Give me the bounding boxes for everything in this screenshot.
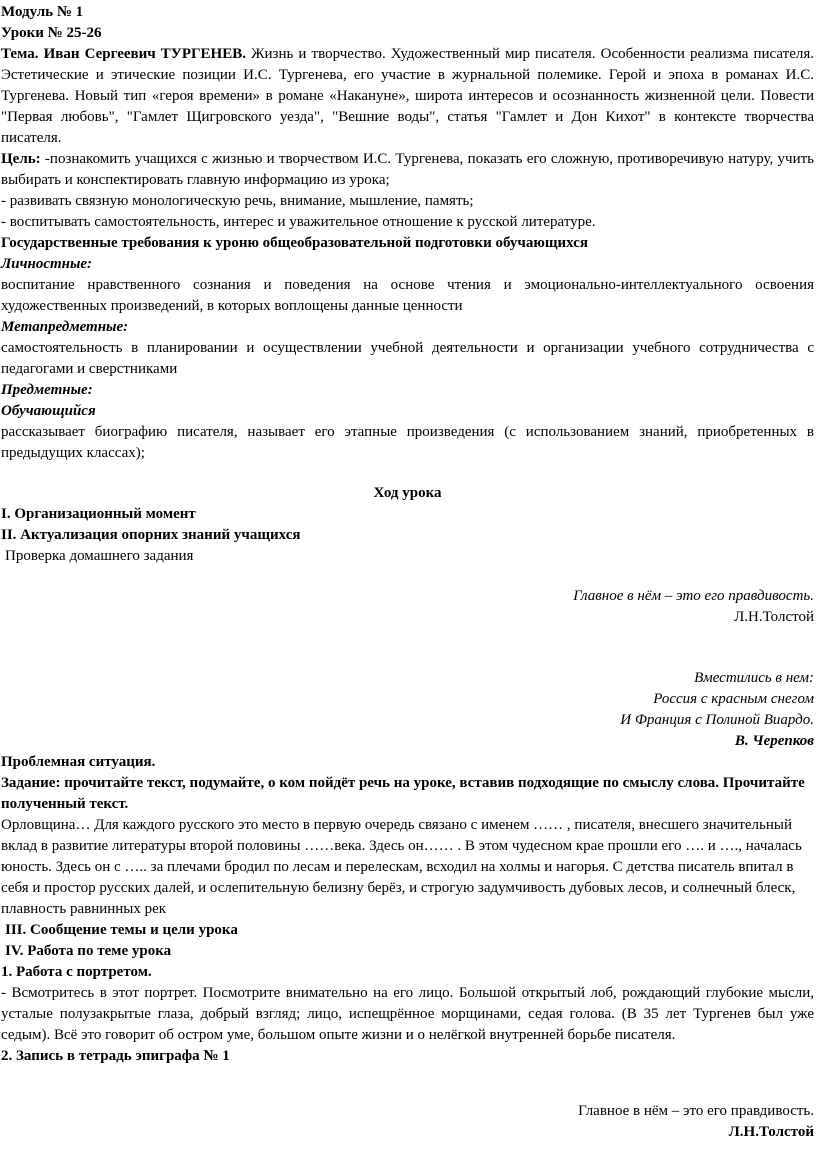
spacer xyxy=(1,567,814,586)
record-heading: 2. Запись в тетрадь эпиграфа № 1 xyxy=(1,1048,230,1064)
requirements-heading: Государственные требования к уроню общеобразовательной подготовки обучающихся xyxy=(1,235,588,251)
personal-text: воспитание нравственного сознания и поведения на основе чтения и эмоционально-интеллектуального освоения художественных произведений, в которых воплощены данные ценности xyxy=(1,277,814,314)
portrait-text: - Всмотритесь в этот портрет. Посмотрите внимательно на его лицо. Большой открытый лоб, рождающий глубокие мысли, усталые полузакрытые глаза, добрый взгляд; лицо, испещрённое морщинами, седая голова. (В 35 лет Тургенев был уже седым). Всё это говорит об остром уме, большом опыте жизни и о нелёгкой внутренней борьбе писателя. xyxy=(1,985,814,1043)
record-author: Л.Н.Толстой xyxy=(728,1124,814,1140)
meta-text: самостоятельность в планировании и осуществлении учебной деятельности и организации учебного сотрудничества с педагогами и сверстниками xyxy=(1,340,814,377)
subject-label: Предметные: xyxy=(1,382,93,398)
spacer xyxy=(1,464,814,483)
stage-2: II. Актуализация опорних знаний учащихся xyxy=(1,527,301,543)
goal-paragraph xyxy=(1,149,814,191)
epigraph-2-line-2: Россия с красным снегом xyxy=(653,691,814,707)
learner-text: рассказывает биографию писателя, называет его этапные произведения (с использованием знаний, приобретенных в предыдущих классах); xyxy=(1,424,814,461)
spacer xyxy=(1,628,814,668)
topic-author: Иван Сергеевич ТУРГЕНЕВ. xyxy=(43,46,246,62)
goal-label: Цель: xyxy=(1,151,41,167)
stage-1: I. Организационный момент xyxy=(1,506,196,522)
lessons-title: Уроки № 25-26 xyxy=(1,25,102,41)
epigraph-2-line-3: И Франция с Полиной Виардо. xyxy=(620,712,814,728)
spacer xyxy=(1,1067,814,1101)
topic-paragraph xyxy=(1,44,814,149)
goal-line-1: -познакомить учащихся с жизнью и творчеством И.С. Тургенева, показать его сложную, противоречивую натуру, учить выбирать и конспектировать главную информацию из урока; xyxy=(1,151,814,188)
stage-3: III. Сообщение темы и цели урока xyxy=(5,922,238,938)
personal-label: Личностные: xyxy=(1,256,93,272)
stage-4: IV. Работа по теме урока xyxy=(5,943,172,959)
goal-line-3: - воспитывать самостоятельность, интерес и уважительное отношение к русской литературе. xyxy=(1,214,596,230)
meta-label: Метапредметные: xyxy=(1,319,129,335)
goal-line-2: - развивать связную монологическую речь, внимание, мышление, память; xyxy=(1,193,474,209)
topic-text: Жизнь и творчество. Художественный мир писателя. Особенности реализма писателя. Эстетические и этические позиции И.С. Тургенева, его участие в журнальной полемике. Герой и эпоха в романах И.С. Тургенева. Новый тип «героя времени» в романе «Накануне», широта интересов и осознанность жизненной цели. Повести "Первая любовь", "Гамлет Щигровского уезда", "Вешние воды", статья "Гамлет и Дон Кихот" в контексте творчества писателя. xyxy=(1,46,815,146)
epigraph-1-author: Л.Н.Толстой xyxy=(734,609,814,625)
learner-label: Обучающийся xyxy=(1,403,96,419)
epigraph-2-line-1: Вместились в нем: xyxy=(694,670,814,686)
problem-task: Задание: прочитайте текст, подумайте, о ком пойдёт речь на уроке, вставив подходящие по смыслу слова. Прочитайте полученный текст. xyxy=(1,775,805,812)
problem-heading: Проблемная ситуация. xyxy=(1,754,156,770)
epigraph-2-author: В. Черепков xyxy=(734,733,814,749)
homework-check: Проверка домашнего задания xyxy=(5,548,194,564)
topic-label: Тема. xyxy=(1,46,39,62)
module-title: Модуль № 1 xyxy=(1,4,84,20)
problem-text: Орловщина… Для каждого русского это место в первую очередь связано с именем …… , писателя, внесшего значительный вклад в развитие литературы второй половины ……века. Здесь он…… . В этом чудесном крае прошли его …. и …., началась юность. Здесь он с ….. за плечами бродил по лесам и перелескам, всходил на холмы и нагорья. С детства писатель впитал в себя и простор русских далей, и ослепительную белизну берёз, и строгую задумчивость дубовых лесов, и солнечный блеск, плавность равнинных рек xyxy=(1,817,802,917)
lesson-title: Ход урока xyxy=(373,485,442,501)
epigraph-1-quote: Главное в нём – это его правдивость. xyxy=(573,588,814,604)
portrait-heading: 1. Работа с портретом. xyxy=(1,964,152,980)
record-quote: Главное в нём – это его правдивость. xyxy=(578,1103,814,1119)
